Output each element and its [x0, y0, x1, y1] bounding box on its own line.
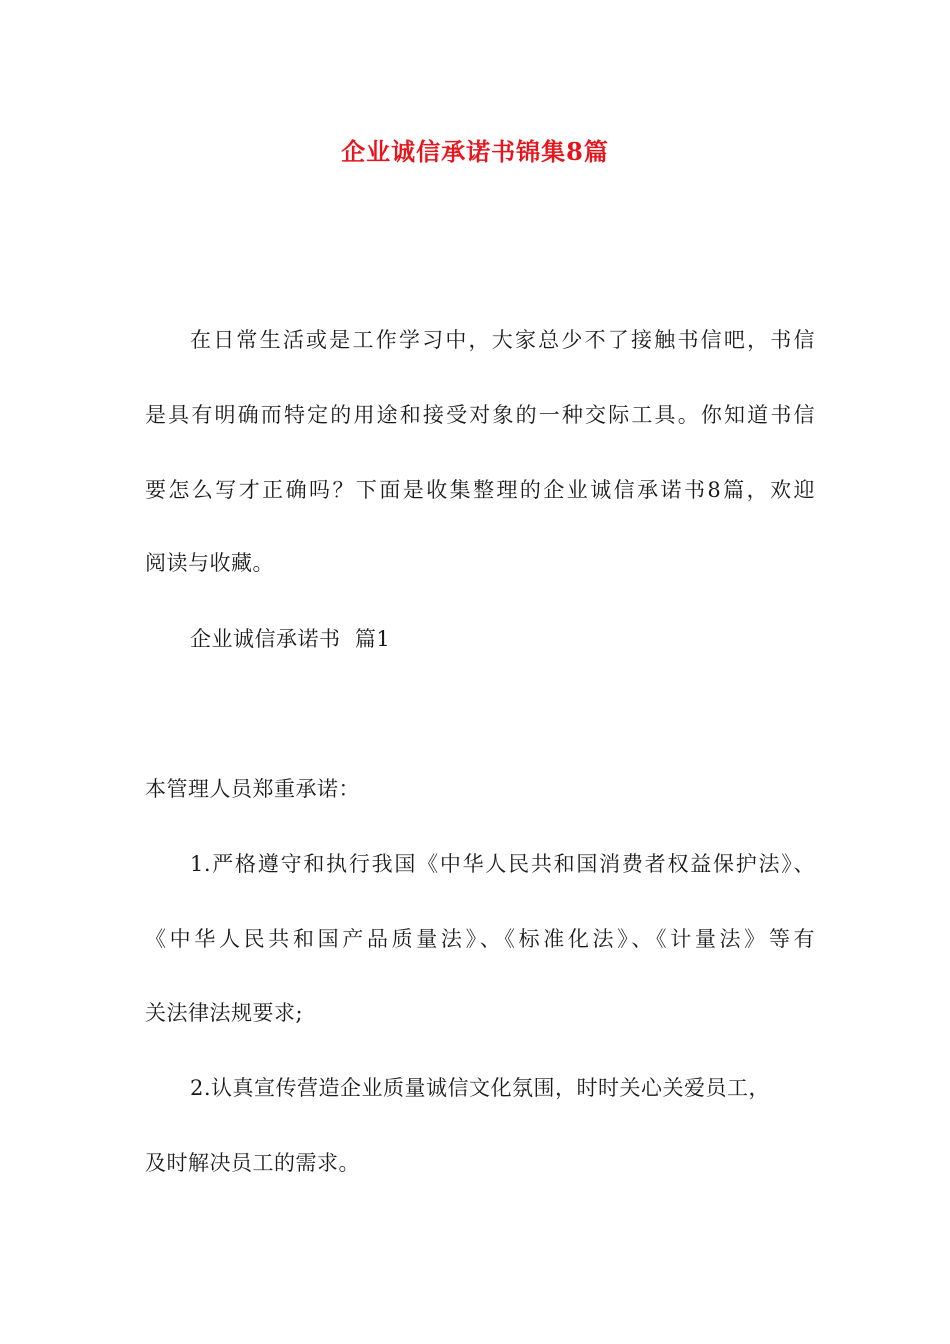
intro-line-1: 在日常生活或是工作学习中，大家总少不了接触书信吧，书信: [190, 328, 815, 352]
item-1-line-1: 1.严格遵守和执行我国《中华人民共和国消费者权益保护法》、: [190, 852, 815, 876]
item-2-line-1: 2.认真宣传营造企业质量诚信文化氛围，时时关心关爱员工，: [190, 1076, 771, 1100]
document-title: 企业诚信承诺书锦集8篇: [341, 137, 609, 166]
intro-line-4: 阅读与收藏。: [145, 551, 274, 575]
intro-line-3: 要怎么写才正确吗？下面是收集整理的企业诚信承诺书8篇，欢迎: [145, 478, 815, 502]
item-1-line-2: 《中华人民共和国产品质量法》、《标准化法》、《计量法》等有: [145, 927, 815, 951]
item-2-line-2: 及时解决员工的需求。: [145, 1151, 360, 1175]
commitment-opening: 本管理人员郑重承诺：: [145, 777, 360, 801]
item-1-line-3: 关法律法规要求;: [145, 1001, 304, 1025]
intro-line-2: 是具有明确而特定的用途和接受对象的一种交际工具。你知道书信: [145, 403, 815, 427]
section-heading: 企业诚信承诺书 篇1: [190, 627, 391, 651]
